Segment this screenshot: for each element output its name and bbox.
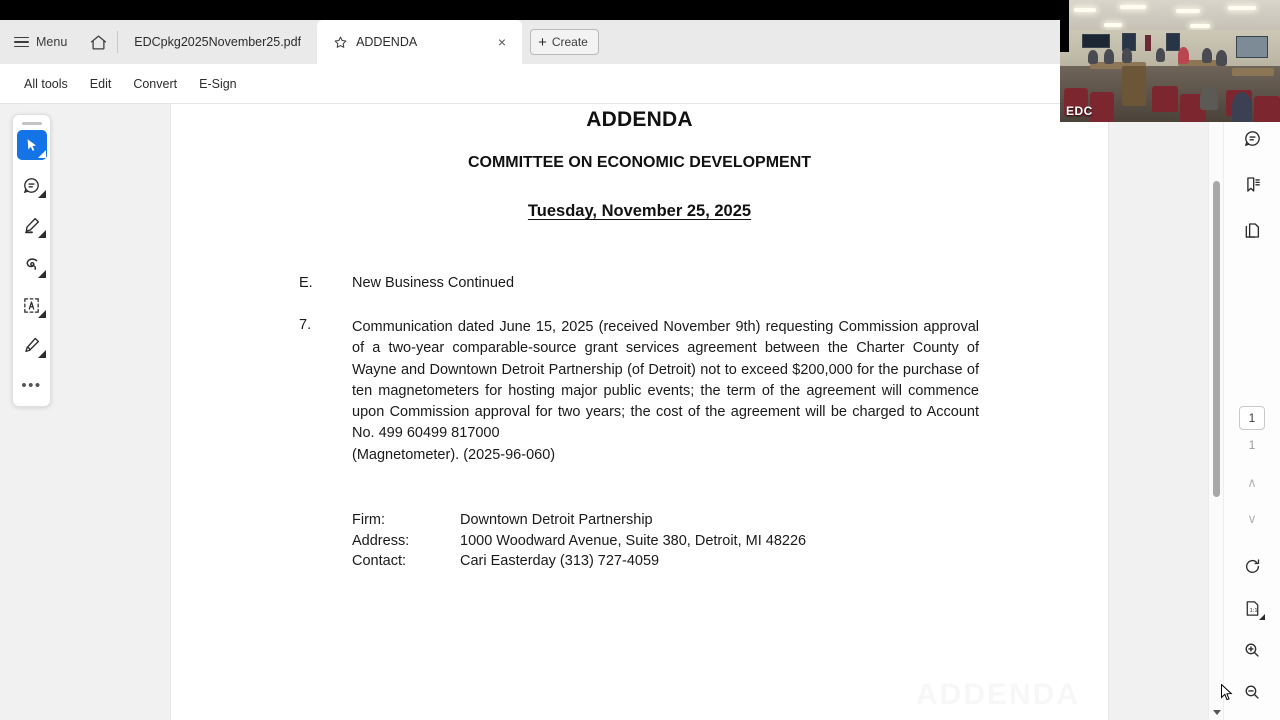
attendee [1156, 48, 1165, 62]
rotate-page-button[interactable] [1236, 550, 1268, 582]
attendee [1122, 48, 1132, 63]
next-page-button[interactable] [1236, 502, 1268, 534]
triangle-down-icon [1213, 710, 1221, 715]
audience-chair [1254, 96, 1280, 122]
plus-icon: + [538, 33, 547, 51]
contact-address-key: Address: [352, 532, 410, 549]
ceiling-light [1176, 9, 1200, 13]
hamburger-icon [14, 37, 29, 48]
contact-address-value: 1000 Woodward Avenue, Suite 380, Detroit, MI 48226 [460, 532, 807, 549]
tab-document-1[interactable] [118, 20, 317, 64]
podium [1122, 66, 1146, 106]
zoom-in-button[interactable] [1236, 634, 1268, 666]
document-subtitle: COMMITTEE ON ECONOMIC DEVELOPMENT [467, 154, 812, 171]
audience-chair [1090, 92, 1114, 122]
star-icon[interactable] [333, 35, 348, 50]
bookmarks-panel-button[interactable] [1236, 168, 1268, 200]
home-icon [89, 33, 108, 52]
toolbar-drag-handle[interactable] [22, 122, 42, 125]
comment-tool[interactable] [17, 170, 47, 200]
menu-item-edit[interactable]: Edit [89, 76, 112, 91]
page-watermark: ADDENDA [916, 678, 1080, 711]
select-cursor-tool[interactable] [17, 130, 47, 160]
contact-firm-value: Downtown Detroit Partnership [460, 512, 653, 528]
tab-document-2[interactable] [317, 20, 522, 64]
chevron-down-icon [38, 350, 46, 358]
menu-button[interactable] [0, 20, 79, 64]
draw-freehand-tool[interactable] [17, 250, 47, 280]
webcam-channel-label: EDC [1066, 104, 1093, 118]
document-date-text: Tuesday, November 25, 2025 [527, 202, 752, 220]
vertical-scrollbar[interactable] [1208, 104, 1223, 720]
page-number-input[interactable]: 1 [1239, 406, 1265, 430]
chevron-down-icon [38, 310, 46, 318]
section-title: New Business Continued [352, 275, 515, 291]
ceiling-light [1228, 6, 1256, 10]
chevron-down-icon: ∨ [1247, 510, 1257, 526]
contact-row-address [352, 531, 806, 552]
menu-button-label: Menu [36, 35, 68, 49]
section-letter: E. [299, 275, 313, 291]
attendee [1104, 49, 1114, 64]
chevron-down-icon [1259, 614, 1265, 620]
page-thumbnails-button[interactable] [1236, 214, 1268, 246]
agenda-item-text [352, 317, 979, 466]
contact-contact-value: Cari Easterday (313) 727-4059 [460, 553, 660, 569]
tab-close-icon[interactable]: × [497, 34, 507, 50]
document-viewer [0, 104, 1280, 720]
attendee [1178, 47, 1189, 64]
audience-chair [1152, 86, 1178, 112]
side-table [1232, 68, 1274, 76]
scrollbar-thumb[interactable] [1213, 181, 1220, 497]
zoom-out-button[interactable] [1236, 676, 1268, 708]
tools-menu-items [0, 71, 248, 97]
right-sidebar [1223, 104, 1280, 720]
chevron-down-icon [38, 270, 46, 278]
tab-label: ADDENDA [356, 35, 418, 49]
pdf-page [171, 104, 1108, 720]
chevron-up-icon: ∧ [1247, 474, 1257, 490]
wall-monitor [1082, 34, 1110, 48]
agenda-item-number: 7. [299, 317, 312, 333]
document-title: ADDENDA [586, 108, 693, 131]
wall-monitor [1236, 36, 1268, 58]
menu-item-all-tools[interactable]: All tools [24, 76, 68, 91]
menu-item-esign[interactable]: E-Sign [199, 76, 237, 91]
more-horizontal-icon: ••• [21, 376, 42, 394]
attendee [1202, 48, 1212, 63]
highlight-tool[interactable] [17, 210, 47, 240]
audience-member [1232, 92, 1252, 122]
contact-contact-key: Contact: [352, 553, 406, 569]
actual-size-button[interactable] [1236, 592, 1268, 624]
scroll-down-arrow[interactable] [1209, 705, 1224, 720]
comments-panel-button[interactable] [1236, 122, 1268, 154]
ceiling-light [1074, 8, 1096, 12]
document-date [171, 202, 1108, 221]
ceiling-light [1120, 5, 1146, 9]
ceiling-light [1104, 23, 1122, 27]
contact-row-contact [352, 551, 806, 572]
chevron-down-icon [38, 190, 46, 198]
contact-block [352, 510, 806, 572]
webcam-video-overlay[interactable] [1060, 0, 1280, 122]
home-button[interactable] [79, 20, 117, 64]
ceiling-light [1190, 24, 1210, 28]
fill-and-sign-tool[interactable] [17, 330, 47, 360]
tab-label: EDCpkg2025November25.pdf [134, 35, 302, 49]
menu-item-convert[interactable]: Convert [133, 76, 178, 91]
more-tools[interactable] [17, 370, 47, 400]
page-total-label: 1 [1248, 438, 1256, 452]
attendee [1088, 50, 1098, 64]
create-button-label: Create [551, 35, 588, 49]
previous-page-button[interactable] [1236, 466, 1268, 498]
agenda-item-last-line: (Magnetometer). (2025-96-060) [352, 446, 556, 463]
select-text-area-tool[interactable] [17, 290, 47, 320]
attendee [1216, 50, 1227, 66]
flag [1145, 35, 1151, 51]
agenda-item-paragraph: Communication dated June 15, 2025 (received November 9th) requesting Commission approval of a two-year comparable-source grant services agreement between the Charter County of Wayne and Downtown Detroit Partnership (of Detroit) not to exceed $200,000 for the purchase of ten magnetometers for hosting major public events; the term of the agreement will commence upon Commission approval for two years; the cost of the agreement will be charged to Account No. 499 60499 817000 [352, 319, 979, 442]
contact-row-firm [352, 510, 806, 531]
contact-firm-key: Firm: [352, 512, 386, 528]
chevron-down-icon [38, 230, 46, 238]
create-button[interactable] [530, 29, 599, 55]
chevron-down-icon [38, 150, 46, 158]
svg-text:1:1: 1:1 [1248, 607, 1258, 614]
webcam-letterbox [1060, 0, 1069, 52]
annotation-toolbar [12, 114, 51, 407]
wall-artwork [1166, 33, 1180, 51]
audience-member [1200, 86, 1218, 110]
